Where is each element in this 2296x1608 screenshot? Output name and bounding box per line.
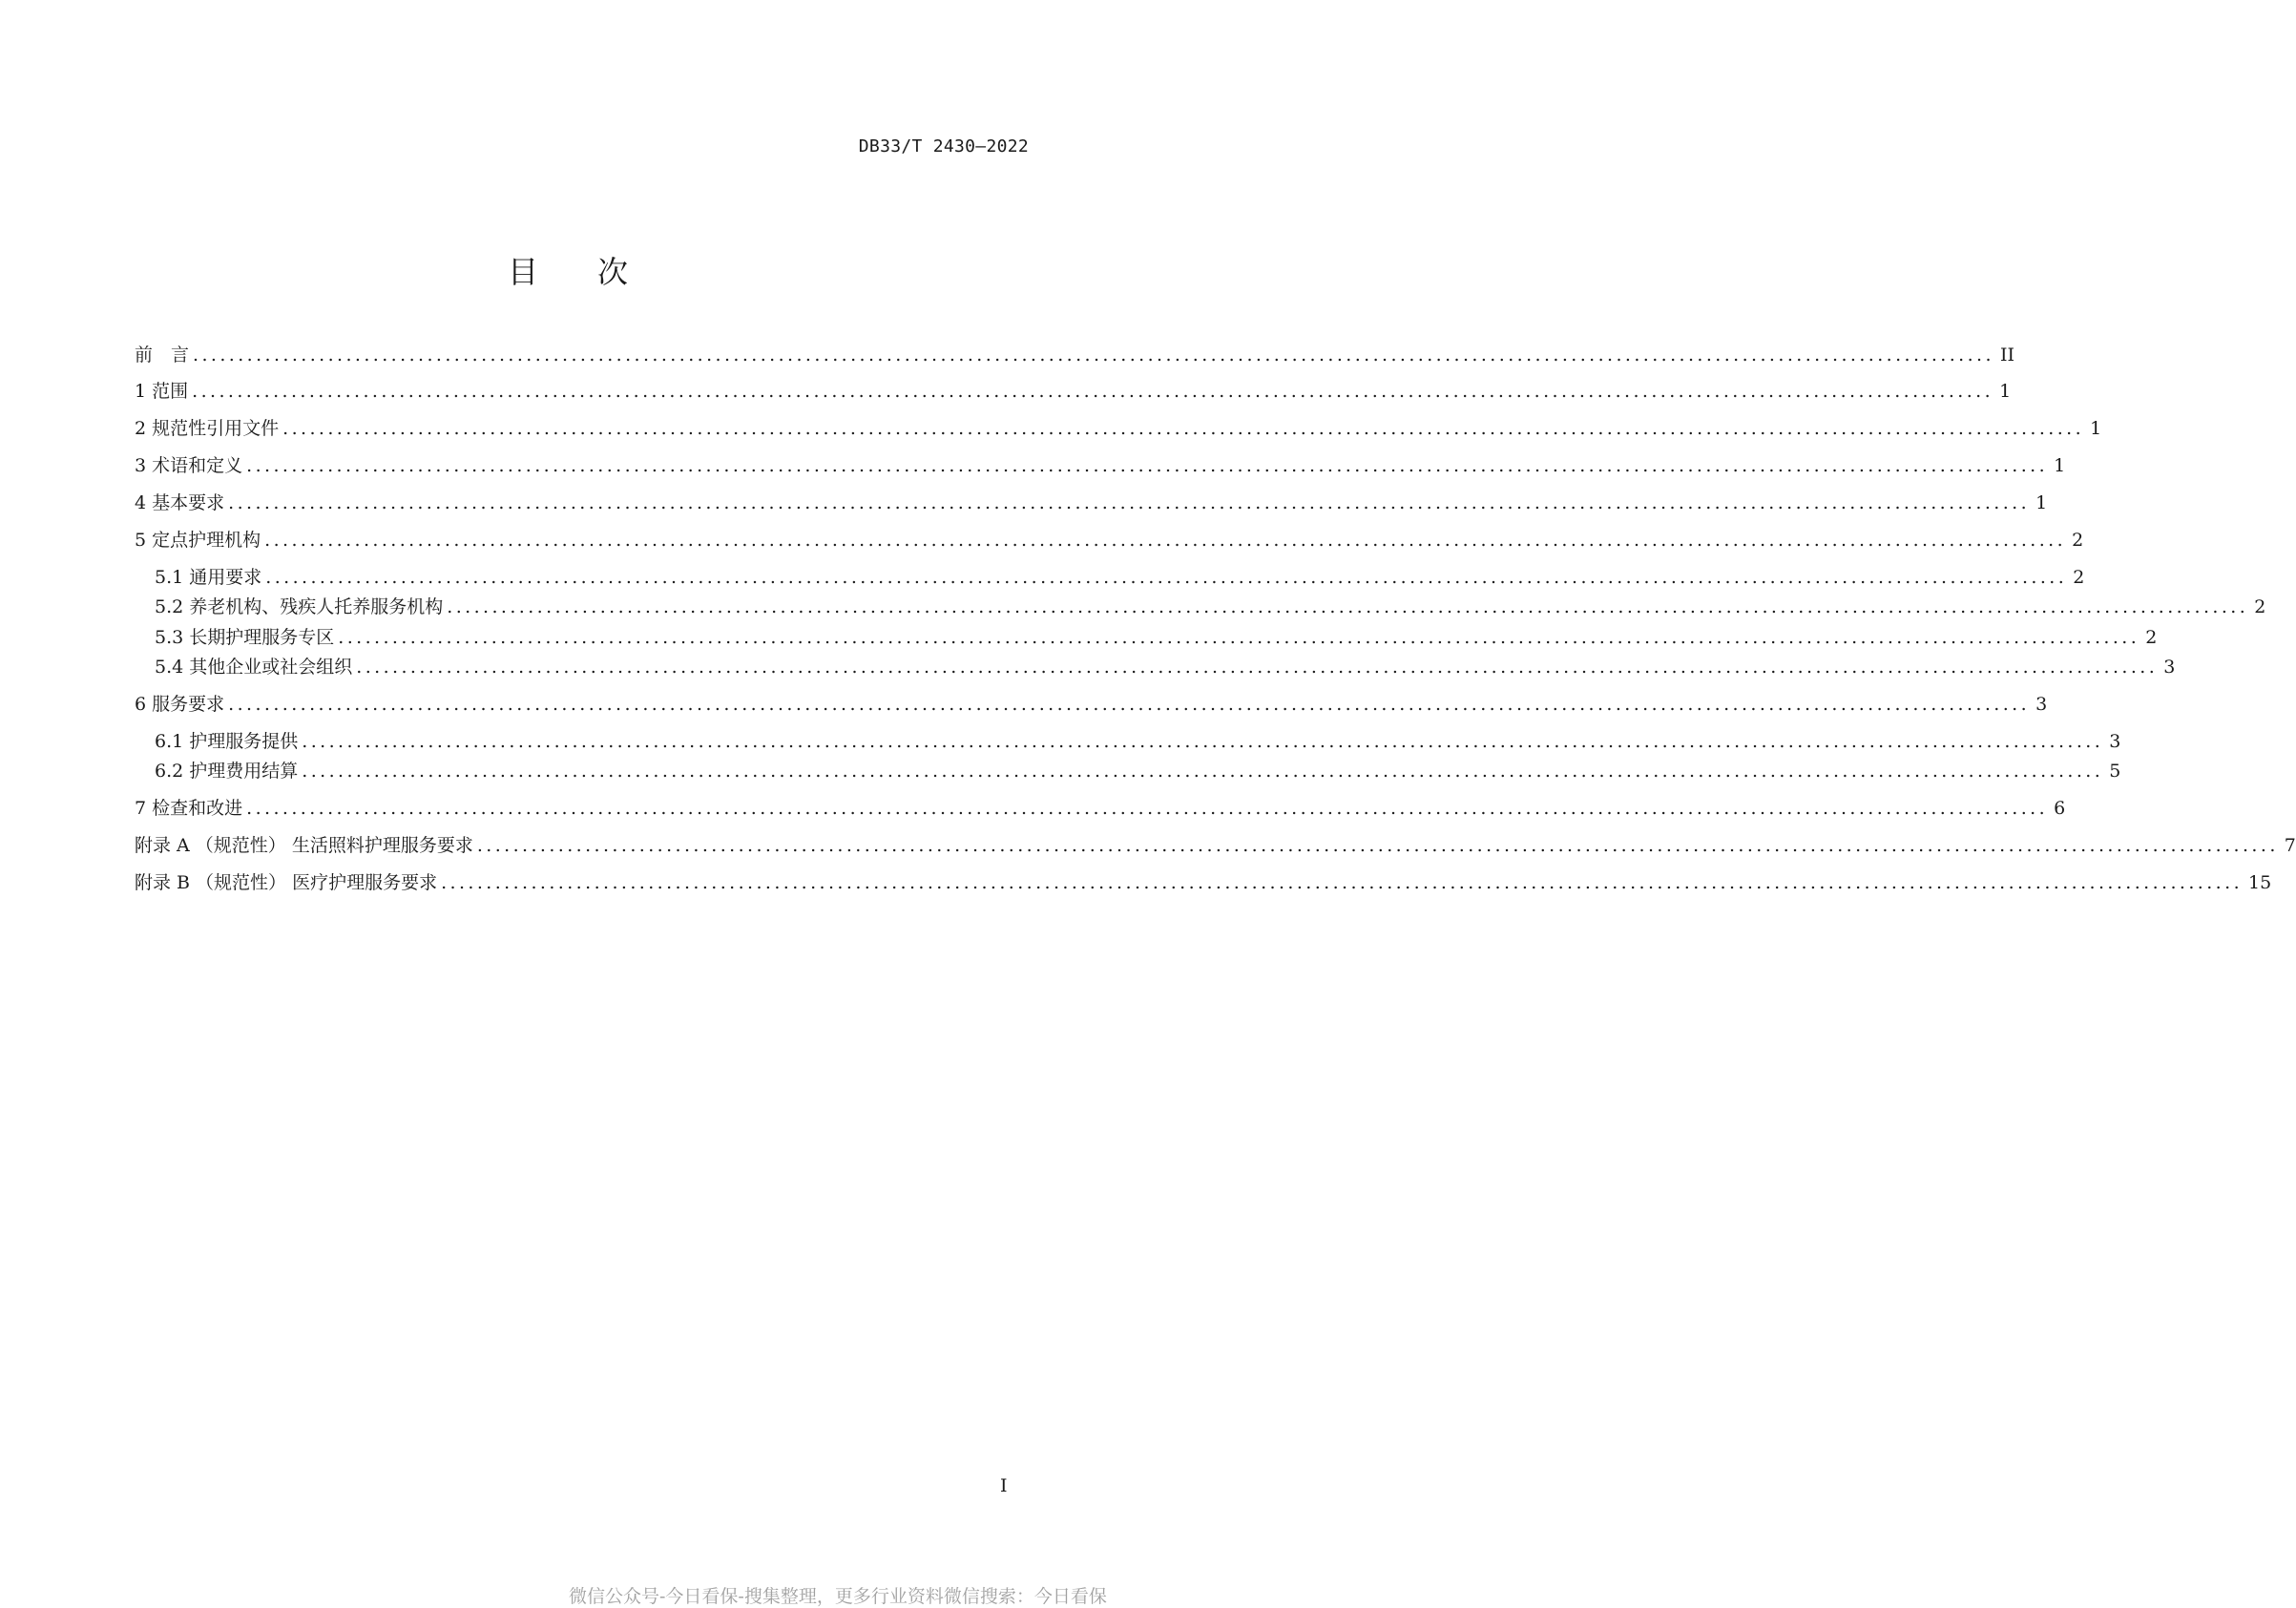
page-title-char-2: 次 — [597, 254, 629, 290]
page-title-char-1: 目 — [507, 254, 538, 290]
toc-entry-label: 5.1 通用要求 — [155, 567, 262, 588]
toc-entry-foreword[interactable] — [135, 343, 2014, 367]
toc-entry-page: 3 — [2163, 657, 2176, 678]
toc-entry-6-1[interactable] — [155, 729, 2121, 754]
toc-entry-6-2[interactable] — [155, 759, 2121, 783]
toc-leader-dots: ........................................................................................................................................................................................................ — [476, 835, 2279, 856]
page-title — [0, 248, 1136, 292]
toc-entry-page: 3 — [2109, 731, 2121, 752]
toc-entry-label: 5 定点护理机构 — [135, 530, 261, 551]
toc-entry-label: 附录 A （规范性） 生活照料护理服务要求 — [135, 835, 473, 856]
toc-entry-label: 3 术语和定义 — [135, 455, 243, 476]
toc-entry-page: 2 — [2254, 596, 2266, 617]
toc-leader-dots: ........................................................................................................................................................................................................ — [282, 418, 2085, 439]
toc-entry-label: 6.1 护理服务提供 — [155, 731, 299, 752]
toc-leader-dots: ........................................................................................................................................................................................................ — [192, 381, 1994, 402]
toc-entry-7[interactable] — [135, 796, 2066, 821]
toc-leader-dots: ........................................................................................................................................................................................................ — [246, 455, 2049, 476]
toc-leader-dots: ........................................................................................................................................................................................................ — [228, 694, 2031, 715]
toc-entry-label: 6.2 护理费用结算 — [155, 761, 299, 782]
toc-entry-label: 5.4 其他企业或社会组织 — [155, 657, 353, 678]
toc-entry-label: 2 规范性引用文件 — [135, 418, 280, 439]
toc-entry-5-2[interactable] — [155, 595, 2266, 619]
toc-entry-5-1[interactable] — [155, 565, 2085, 590]
toc-entry-page: 3 — [2035, 694, 2048, 715]
toc-entry-label: 6 服务要求 — [135, 694, 225, 715]
toc-entry-label: 4 基本要求 — [135, 492, 225, 513]
toc-entry-5-4[interactable] — [155, 655, 2176, 679]
watermark-text: 微信公众号-今日看保-搜集整理，更多行业资料微信搜索：今日看保 — [569, 1586, 1107, 1607]
toc-entry-page: 15 — [2248, 872, 2272, 893]
toc-entry-page: 2 — [2072, 530, 2084, 551]
toc-entry-5-3[interactable] — [155, 625, 2158, 650]
standard-code: DB33/T 2430—2022 — [858, 136, 1029, 157]
toc-leader-dots: ........................................................................................................................................................................................................ — [246, 798, 2049, 819]
toc-leader-dots: ........................................................................................................................................................................................................ — [447, 596, 2249, 617]
toc-entry-3[interactable] — [135, 453, 2066, 478]
toc-leader-dots: ........................................................................................................................................................................................................ — [302, 731, 2104, 752]
toc-entry-5[interactable] — [135, 528, 2084, 553]
toc-entry-appendix-a[interactable] — [135, 833, 2296, 858]
page-number: I — [1000, 1475, 1008, 1496]
toc-entry-page: 1 — [2054, 455, 2066, 476]
toc-entry-label: 5.3 长期护理服务专区 — [155, 627, 335, 648]
toc-entry-page: 1 — [2090, 418, 2102, 439]
toc-entry-appendix-b[interactable] — [135, 870, 2272, 895]
toc-entry-page: 7 — [2284, 835, 2296, 856]
toc-entry-label: 1 范围 — [135, 381, 189, 402]
toc-leader-dots: ........................................................................................................................................................................................................ — [356, 657, 2159, 678]
toc-entry-2[interactable] — [135, 416, 2102, 441]
toc-entry-label: 5.2 养老机构、残疾人托养服务机构 — [155, 596, 444, 617]
toc-entry-1[interactable] — [135, 379, 2012, 404]
toc-entry-label: 7 检查和改进 — [135, 798, 243, 819]
toc-entry-page: 1 — [1999, 381, 2012, 402]
toc-entry-page: II — [1999, 345, 2014, 365]
toc-leader-dots: ........................................................................................................................................................................................................ — [338, 627, 2140, 648]
toc-leader-dots: ........................................................................................................................................................................................................ — [193, 345, 1994, 365]
toc-leader-dots: ........................................................................................................................................................................................................ — [265, 567, 2068, 588]
toc-leader-dots: ........................................................................................................................................................................................................ — [302, 761, 2104, 782]
toc-entry-6[interactable] — [135, 692, 2048, 717]
toc-entry-page: 5 — [2109, 761, 2121, 782]
toc-leader-dots: ........................................................................................................................................................................................................ — [228, 492, 2031, 513]
toc-entry-page: 2 — [2073, 567, 2085, 588]
toc-leader-dots: ........................................................................................................................................................................................................ — [264, 530, 2067, 551]
toc-entry-page: 2 — [2145, 627, 2158, 648]
toc-entry-4[interactable] — [135, 491, 2048, 515]
toc-entry-label: 前 言 — [135, 345, 190, 365]
toc-entry-label: 附录 B （规范性） 医疗护理服务要求 — [135, 872, 438, 893]
toc-entry-page: 1 — [2035, 492, 2048, 513]
toc-leader-dots: ........................................................................................................................................................................................................ — [441, 872, 2244, 893]
toc-entry-page: 6 — [2054, 798, 2066, 819]
